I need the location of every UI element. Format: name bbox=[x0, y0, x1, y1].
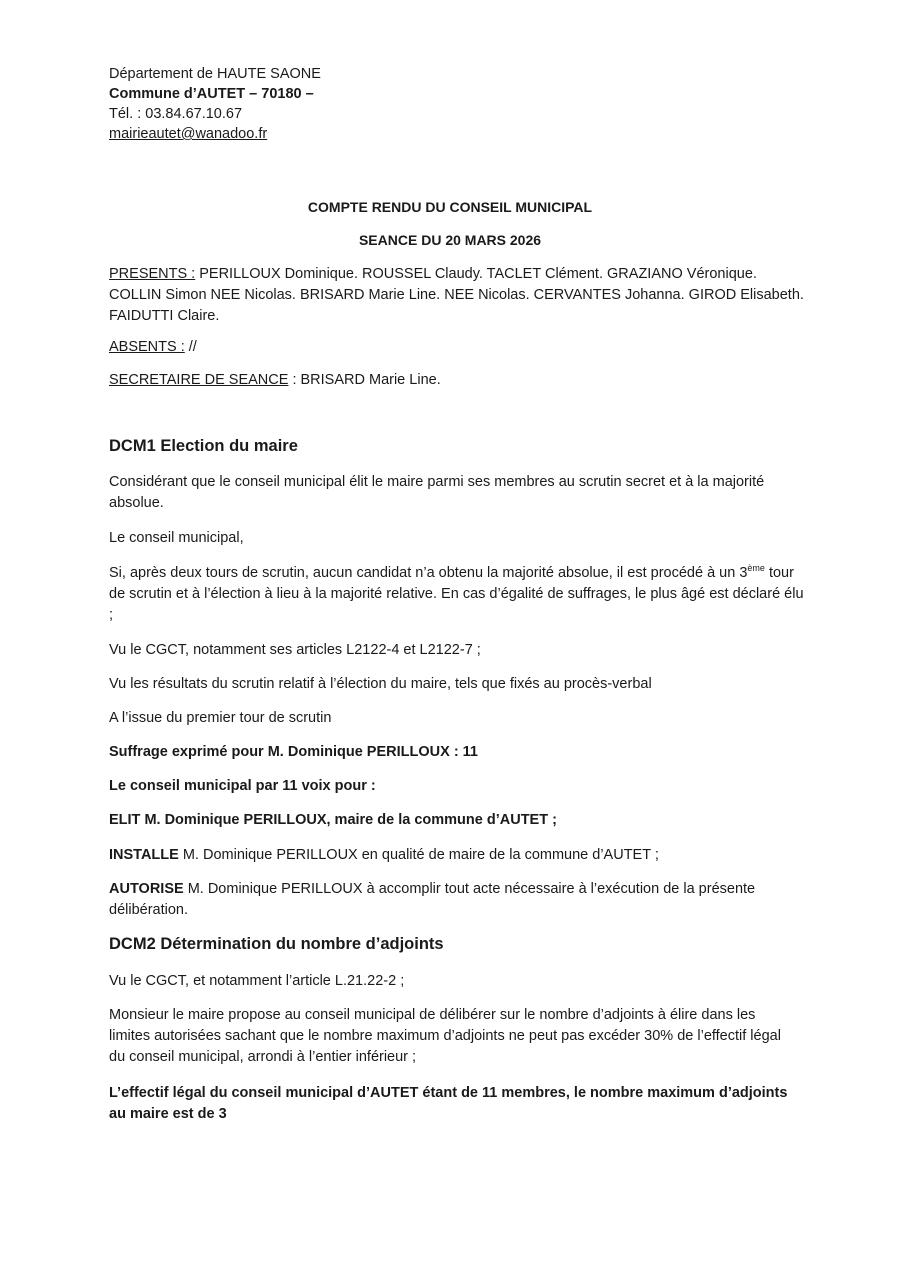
presents-list: PERILLOUX Dominique. ROUSSEL Claudy. TACLET Clément. GRAZIANO Véronique. COLLIN Simon NEE Nicolas. BRISARD Marie Line. NEE Nicolas. CERVANTES Johanna. GIROD Elisabeth. FAIDUTTI Claire. bbox=[109, 266, 804, 324]
document-title: COMPTE RENDU DU CONSEIL MUNICIPAL bbox=[307, 199, 593, 215]
authorizes-text: M. Dominique PERILLOUX à accomplir tout acte nécessaire à l’exécution de la présente délibération. bbox=[109, 881, 756, 918]
dcm1-installs bbox=[109, 845, 809, 866]
dcm2-legal-count: L’effectif légal du conseil municipal d’AUTET étant de 11 membres, le nombre maximum d’adjoints au maire est de 3 bbox=[109, 1085, 788, 1122]
authorizes-keyword: AUTORISE bbox=[109, 881, 184, 897]
dcm1-council: Le conseil municipal, bbox=[109, 530, 244, 546]
email-link[interactable]: mairieautet@wanadoo.fr bbox=[109, 126, 268, 142]
dcm1-procedure-sup: ème bbox=[747, 563, 765, 574]
dcm1-authorizes bbox=[109, 879, 779, 921]
dcm2-proposal: Monsieur le maire propose au conseil municipal de délibérer sur le nombre d’adjoints à élire dans les limites autorisées sachant que le nombre maximum d’adjoints ne peut pas excéder 30% de l’effectif légal du conseil municipal, arrondi à l’entier inférieur ; bbox=[109, 1007, 781, 1065]
presents-paragraph bbox=[109, 264, 804, 327]
dcm1-procedure-text-b: tour de scrutin et à l’élection à lieu à la majorité relative. En cas d’égalité de suffrages, le plus âgé est déclaré élu ; bbox=[109, 565, 804, 623]
letterhead bbox=[109, 64, 321, 144]
absents-paragraph bbox=[109, 337, 809, 358]
absents-value: // bbox=[184, 339, 197, 355]
dcm1-procedure-text-a: Si, après deux tours de scrutin, aucun candidat n’a obtenu la majorité absolue, il est procédé à un 3 bbox=[109, 565, 748, 581]
absents-label: ABSENTS : bbox=[109, 339, 185, 355]
dcm2-heading: DCM2 Détermination du nombre d’adjoints bbox=[109, 935, 444, 953]
dcm1-council-vote: Le conseil municipal par 11 voix pour : bbox=[109, 778, 376, 794]
dcm1-votes: Suffrage exprimé pour M. Dominique PERILLOUX : 11 bbox=[109, 744, 478, 760]
installs-text: M. Dominique PERILLOUX en qualité de maire de la commune d’AUTET ; bbox=[178, 847, 659, 863]
department-line: Département de HAUTE SAONE bbox=[109, 66, 321, 82]
dcm1-results: Vu les résultats du scrutin relatif à l’élection du maire, tels que fixés au procès-verbal bbox=[109, 676, 652, 692]
phone-line: Tél. : 03.84.67.10.67 bbox=[109, 106, 243, 122]
dcm1-cgct: Vu le CGCT, notamment ses articles L2122-4 et L2122-7 ; bbox=[109, 642, 481, 658]
secretary-paragraph bbox=[109, 370, 809, 391]
presents-label: PRESENTS : bbox=[109, 266, 196, 282]
commune-line: Commune d’AUTET – 70180 – bbox=[109, 86, 314, 102]
session-date: SEANCE DU 20 MARS 2026 bbox=[358, 232, 542, 248]
secretary-value: : BRISARD Marie Line. bbox=[288, 372, 441, 388]
secretary-label: SECRETAIRE DE SEANCE bbox=[109, 372, 289, 388]
dcm1-elects: ELIT M. Dominique PERILLOUX, maire de la commune d’AUTET ; bbox=[109, 812, 557, 828]
dcm1-heading: DCM1 Election du maire bbox=[109, 437, 298, 455]
dcm1-procedure bbox=[109, 563, 809, 626]
dcm1-first-round: A l’issue du premier tour de scrutin bbox=[109, 710, 332, 726]
dcm1-considering: Considérant que le conseil municipal élit le maire parmi ses membres au scrutin secret et à la majorité absolue. bbox=[109, 474, 765, 511]
installs-keyword: INSTALLE bbox=[109, 847, 179, 863]
dcm2-cgct: Vu le CGCT, et notamment l’article L.21.22-2 ; bbox=[109, 973, 405, 989]
